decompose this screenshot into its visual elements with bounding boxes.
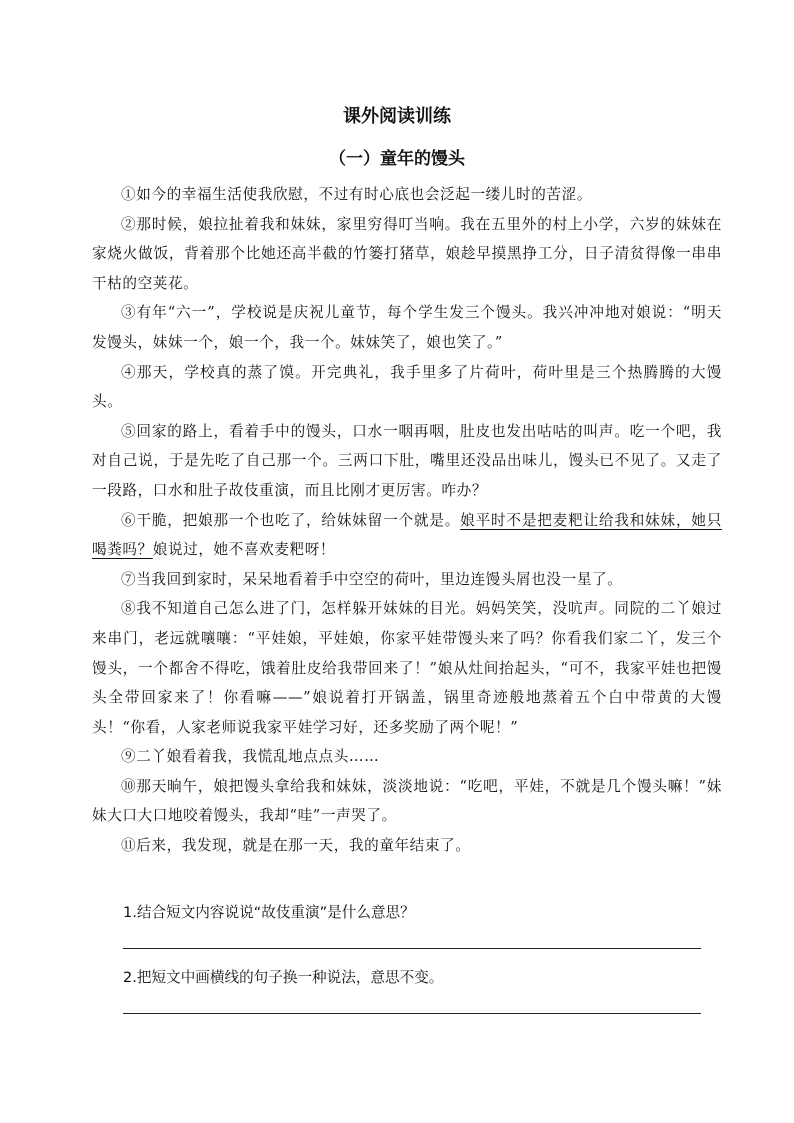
question-2: 2.把短文中画横线的句子换一种说法，意思不变。 [123, 969, 444, 986]
paragraph-4: ④那天，学校真的蒸了馍。开完典礼，我手里多了片荷叶，荷叶里是三个热腾腾的大馒头。 [92, 363, 722, 411]
answer-line-2[interactable] [123, 1013, 701, 1014]
paragraph-3: ③有年“六一”，学校说是庆祝儿童节，每个学生发三个馒头。我兴冲冲地对娘说：“明天发馒头，妹妹一个，娘一个，我一个。妹妹笑了，娘也笑了。” [92, 304, 722, 351]
question-1: 1.结合短文内容说说“故伎重演”是什么意思？ [123, 904, 415, 921]
questions-section [123, 898, 703, 1014]
paragraph-8: ⑧我不知道自己怎么进了门，怎样躲开妹妹的目光。妈妈笑笑，没吭声。同院的二丫娘过来串门，老远就嚷嚷：“平娃娘，平娃娘，你家平娃带馒头来了吗？你看我们家二丫，发三个馒头，一个都舍不得吃，饿着肚皮给我带回来了！”娘从灶间抬起头，“可不，我家平娃也把馒头全带回家来了！你看嘛——”娘说着打开锅盖，锅里奇迹般地蒸着五个白中带黄的大馒头！“你看，人家老师说我家平娃学习好，还多奖励了两个呢！” [92, 600, 722, 736]
paragraph-10: ⑩那天晌午，娘把馒头拿给我和妹妹，淡淡地说：“吃吧，平娃，不就是几个馒头嘛！”妹妹大口大口地咬着馒头，我却“哇”一声哭了。 [92, 777, 722, 825]
underlined-sentence: 娘平时不是把麦粑让给我和妹妹，她只喝粪吗？ [92, 511, 723, 559]
passage-title: （一）童年的馒头 [329, 149, 465, 169]
paragraph-7: ⑦当我回到家时，呆呆地看着手中空空的荷叶，里边连馒头屑也没一星了。 [121, 570, 623, 588]
paragraph-6-lead: ⑥干脆，把娘那一个也吃了，给妹妹留一个就是。 [121, 511, 461, 529]
paragraph-6-tail: 娘说过，她不喜欢麦粑呀！ [152, 541, 336, 559]
page-title: 课外阅读训练 [343, 106, 451, 127]
passage-body [92, 180, 722, 861]
paragraph-1: ①如今的幸福生活使我欣慰，不过有时心底也会泛起一缕儿时的苦涩。 [121, 186, 593, 203]
paragraph-2: ②那时候，娘拉扯着我和妹妹，家里穷得叮当响。我在五里外的村上小学，六岁的妹妹在家烧火做饭，背着那个比她还高半截的竹篓打猪草，娘趁早摸黑挣工分，日子清贫得像一串串干枯的空荚花。 [92, 215, 722, 292]
paragraph-11: ⑪后来，我发现，就是在那一天，我的童年结束了。 [121, 837, 471, 855]
answer-line-1[interactable] [123, 948, 701, 949]
paragraph-5: ⑤回家的路上，看着手中的馒头，口水一咽再咽，肚皮也发出咕咕的叫声。吃一个吧，我对自己说，于是先吃了自己那一个。三两口下肚，嘴里还没品出味儿，馒头已不见了。又走了一段路，口水和肚子故伎重演，而且比刚才更厉害。咋办？ [92, 422, 722, 499]
paragraph-9: ⑨二丫娘看着我，我慌乱地点点头…… [121, 748, 380, 766]
paragraph-6 [92, 506, 722, 565]
